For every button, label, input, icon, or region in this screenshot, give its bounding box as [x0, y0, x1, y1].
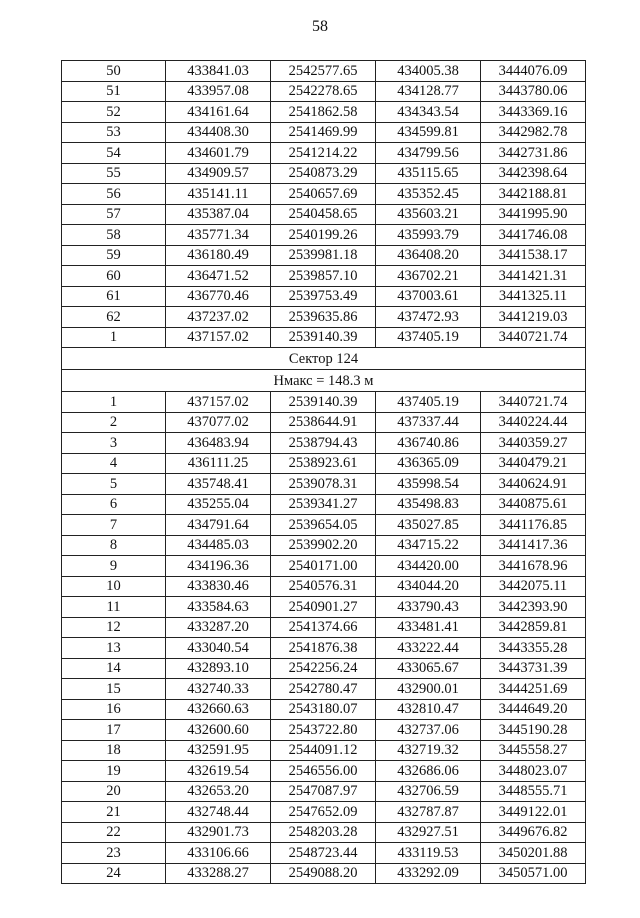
y1-cell: 2547652.09 — [271, 802, 376, 823]
table-row — [62, 576, 586, 597]
point-number-cell: 61 — [62, 286, 166, 307]
y1-cell: 2539654.05 — [271, 515, 376, 536]
table-row — [62, 266, 586, 287]
x2-cell: 434799.56 — [376, 143, 481, 164]
y1-cell: 2547087.97 — [271, 781, 376, 802]
x1-cell: 434196.36 — [166, 556, 271, 577]
x1-cell: 433288.27 — [166, 863, 271, 884]
y2-cell: 3442731.86 — [481, 143, 586, 164]
table-body-bottom — [62, 392, 586, 884]
point-number-cell: 53 — [62, 122, 166, 143]
point-number-cell: 15 — [62, 679, 166, 700]
x1-cell: 434161.64 — [166, 102, 271, 123]
x2-cell: 435998.54 — [376, 474, 481, 495]
max-height-label: Нмакс = 148.3 м — [62, 370, 586, 392]
x1-cell: 433957.08 — [166, 81, 271, 102]
section-header — [62, 348, 586, 392]
x1-cell: 432653.20 — [166, 781, 271, 802]
point-number-cell: 54 — [62, 143, 166, 164]
x1-cell: 437157.02 — [166, 392, 271, 413]
y1-cell: 2540171.00 — [271, 556, 376, 577]
y2-cell: 3441678.96 — [481, 556, 586, 577]
x2-cell: 435603.21 — [376, 204, 481, 225]
y2-cell: 3441219.03 — [481, 307, 586, 328]
y2-cell: 3444649.20 — [481, 699, 586, 720]
y1-cell: 2539635.86 — [271, 307, 376, 328]
y1-cell: 2542780.47 — [271, 679, 376, 700]
x2-cell: 435498.83 — [376, 494, 481, 515]
point-number-cell: 50 — [62, 61, 166, 82]
table-row — [62, 556, 586, 577]
y1-cell: 2543722.80 — [271, 720, 376, 741]
y1-cell: 2541862.58 — [271, 102, 376, 123]
x1-cell: 432660.63 — [166, 699, 271, 720]
section-title: Сектор 124 — [62, 348, 586, 370]
x1-cell: 434601.79 — [166, 143, 271, 164]
x2-cell: 435352.45 — [376, 184, 481, 205]
y2-cell: 3441995.90 — [481, 204, 586, 225]
x1-cell: 432591.95 — [166, 740, 271, 761]
point-number-cell: 21 — [62, 802, 166, 823]
point-number-cell: 22 — [62, 822, 166, 843]
x1-cell: 435387.04 — [166, 204, 271, 225]
y2-cell: 3442188.81 — [481, 184, 586, 205]
y2-cell: 3443369.16 — [481, 102, 586, 123]
y1-cell: 2542256.24 — [271, 658, 376, 679]
point-number-cell: 13 — [62, 638, 166, 659]
y1-cell: 2540458.65 — [271, 204, 376, 225]
point-number-cell: 12 — [62, 617, 166, 638]
x2-cell: 432706.59 — [376, 781, 481, 802]
y2-cell: 3443355.28 — [481, 638, 586, 659]
point-number-cell: 17 — [62, 720, 166, 741]
x1-cell: 432740.33 — [166, 679, 271, 700]
x1-cell: 435141.11 — [166, 184, 271, 205]
x2-cell: 437405.19 — [376, 327, 481, 348]
x2-cell: 435115.65 — [376, 163, 481, 184]
y1-cell: 2540901.27 — [271, 597, 376, 618]
x1-cell: 436483.94 — [166, 433, 271, 454]
table-row — [62, 81, 586, 102]
table-row — [62, 245, 586, 266]
y1-cell: 2544091.12 — [271, 740, 376, 761]
x2-cell: 434715.22 — [376, 535, 481, 556]
x1-cell: 436770.46 — [166, 286, 271, 307]
y2-cell: 3440479.21 — [481, 453, 586, 474]
x2-cell: 432927.51 — [376, 822, 481, 843]
y2-cell: 3450571.00 — [481, 863, 586, 884]
point-number-cell: 9 — [62, 556, 166, 577]
table-row — [62, 617, 586, 638]
x2-cell: 434599.81 — [376, 122, 481, 143]
x1-cell: 433106.66 — [166, 843, 271, 864]
y2-cell: 3448023.07 — [481, 761, 586, 782]
x2-cell: 434343.54 — [376, 102, 481, 123]
point-number-cell: 7 — [62, 515, 166, 536]
table-row — [62, 286, 586, 307]
point-number-cell: 1 — [62, 327, 166, 348]
x1-cell: 437077.02 — [166, 412, 271, 433]
x2-cell: 433222.44 — [376, 638, 481, 659]
y1-cell: 2539902.20 — [271, 535, 376, 556]
point-number-cell: 23 — [62, 843, 166, 864]
x2-cell: 433119.53 — [376, 843, 481, 864]
y2-cell: 3445190.28 — [481, 720, 586, 741]
point-number-cell: 4 — [62, 453, 166, 474]
table-row — [62, 597, 586, 618]
y2-cell: 3442982.78 — [481, 122, 586, 143]
y2-cell: 3440224.44 — [481, 412, 586, 433]
table-row — [62, 658, 586, 679]
table-row — [62, 143, 586, 164]
table-row — [62, 740, 586, 761]
table-row — [62, 412, 586, 433]
x1-cell: 434791.64 — [166, 515, 271, 536]
point-number-cell: 6 — [62, 494, 166, 515]
y1-cell: 2539753.49 — [271, 286, 376, 307]
x2-cell: 436740.86 — [376, 433, 481, 454]
table-row — [62, 474, 586, 495]
x1-cell: 432748.44 — [166, 802, 271, 823]
x1-cell: 432893.10 — [166, 658, 271, 679]
table-row — [62, 843, 586, 864]
table-row — [62, 327, 586, 348]
point-number-cell: 55 — [62, 163, 166, 184]
point-number-cell: 3 — [62, 433, 166, 454]
x1-cell: 436111.25 — [166, 453, 271, 474]
y2-cell: 3441538.17 — [481, 245, 586, 266]
point-number-cell: 18 — [62, 740, 166, 761]
table-row — [62, 781, 586, 802]
y2-cell: 3443731.39 — [481, 658, 586, 679]
table-row — [62, 163, 586, 184]
table-row — [62, 863, 586, 884]
table-row — [62, 392, 586, 413]
point-number-cell: 10 — [62, 576, 166, 597]
table-row — [62, 453, 586, 474]
x1-cell: 435748.41 — [166, 474, 271, 495]
y1-cell: 2539341.27 — [271, 494, 376, 515]
table-row — [62, 761, 586, 782]
x2-cell: 437003.61 — [376, 286, 481, 307]
point-number-cell: 51 — [62, 81, 166, 102]
y2-cell: 3444251.69 — [481, 679, 586, 700]
point-number-cell: 2 — [62, 412, 166, 433]
y2-cell: 3441421.31 — [481, 266, 586, 287]
x2-cell: 436408.20 — [376, 245, 481, 266]
table-row — [62, 515, 586, 536]
y1-cell: 2538644.91 — [271, 412, 376, 433]
table-row — [62, 802, 586, 823]
coordinates-table — [61, 60, 586, 884]
x2-cell: 437337.44 — [376, 412, 481, 433]
x1-cell: 437237.02 — [166, 307, 271, 328]
y1-cell: 2539981.18 — [271, 245, 376, 266]
x2-cell: 434044.20 — [376, 576, 481, 597]
x2-cell: 432900.01 — [376, 679, 481, 700]
x2-cell: 437472.93 — [376, 307, 481, 328]
x1-cell: 432600.60 — [166, 720, 271, 741]
y1-cell: 2542278.65 — [271, 81, 376, 102]
y1-cell: 2541469.99 — [271, 122, 376, 143]
x1-cell: 433287.20 — [166, 617, 271, 638]
y1-cell: 2539140.39 — [271, 392, 376, 413]
table-row — [62, 184, 586, 205]
point-number-cell: 52 — [62, 102, 166, 123]
y2-cell: 3441417.36 — [481, 535, 586, 556]
x1-cell: 432901.73 — [166, 822, 271, 843]
x2-cell: 436365.09 — [376, 453, 481, 474]
table-row — [62, 225, 586, 246]
x1-cell: 435255.04 — [166, 494, 271, 515]
table-body-top — [62, 61, 586, 348]
point-number-cell: 1 — [62, 392, 166, 413]
point-number-cell: 8 — [62, 535, 166, 556]
x2-cell: 436702.21 — [376, 266, 481, 287]
point-number-cell: 60 — [62, 266, 166, 287]
table-row — [62, 679, 586, 700]
x1-cell: 435771.34 — [166, 225, 271, 246]
y1-cell: 2548723.44 — [271, 843, 376, 864]
y2-cell: 3442398.64 — [481, 163, 586, 184]
x2-cell: 432787.87 — [376, 802, 481, 823]
point-number-cell: 5 — [62, 474, 166, 495]
table-row — [62, 535, 586, 556]
y2-cell: 3440721.74 — [481, 392, 586, 413]
y2-cell: 3448555.71 — [481, 781, 586, 802]
x2-cell: 435027.85 — [376, 515, 481, 536]
y1-cell: 2549088.20 — [271, 863, 376, 884]
x2-cell: 433292.09 — [376, 863, 481, 884]
y1-cell: 2538923.61 — [271, 453, 376, 474]
y2-cell: 3441325.11 — [481, 286, 586, 307]
y1-cell: 2540657.69 — [271, 184, 376, 205]
y2-cell: 3442859.81 — [481, 617, 586, 638]
table-row — [62, 720, 586, 741]
x2-cell: 432737.06 — [376, 720, 481, 741]
y1-cell: 2542577.65 — [271, 61, 376, 82]
y1-cell: 2540199.26 — [271, 225, 376, 246]
x2-cell: 432810.47 — [376, 699, 481, 720]
point-number-cell: 24 — [62, 863, 166, 884]
x2-cell: 432686.06 — [376, 761, 481, 782]
table-row — [62, 433, 586, 454]
x1-cell: 432619.54 — [166, 761, 271, 782]
y2-cell: 3440875.61 — [481, 494, 586, 515]
y2-cell: 3440721.74 — [481, 327, 586, 348]
x2-cell: 434420.00 — [376, 556, 481, 577]
x1-cell: 433040.54 — [166, 638, 271, 659]
point-number-cell: 58 — [62, 225, 166, 246]
x2-cell: 432719.32 — [376, 740, 481, 761]
table-row — [62, 204, 586, 225]
table-row — [62, 102, 586, 123]
table-row — [62, 822, 586, 843]
y1-cell: 2548203.28 — [271, 822, 376, 843]
y2-cell: 3443780.06 — [481, 81, 586, 102]
y1-cell: 2546556.00 — [271, 761, 376, 782]
point-number-cell: 16 — [62, 699, 166, 720]
y2-cell: 3441176.85 — [481, 515, 586, 536]
x1-cell: 437157.02 — [166, 327, 271, 348]
point-number-cell: 11 — [62, 597, 166, 618]
table-row — [62, 307, 586, 328]
y2-cell: 3442075.11 — [481, 576, 586, 597]
x2-cell: 437405.19 — [376, 392, 481, 413]
table-row — [62, 638, 586, 659]
x1-cell: 436180.49 — [166, 245, 271, 266]
y1-cell: 2538794.43 — [271, 433, 376, 454]
table-row — [62, 494, 586, 515]
y2-cell: 3440624.91 — [481, 474, 586, 495]
point-number-cell: 20 — [62, 781, 166, 802]
x1-cell: 433841.03 — [166, 61, 271, 82]
y2-cell: 3444076.09 — [481, 61, 586, 82]
x2-cell: 435993.79 — [376, 225, 481, 246]
point-number-cell: 19 — [62, 761, 166, 782]
x1-cell: 434408.30 — [166, 122, 271, 143]
point-number-cell: 59 — [62, 245, 166, 266]
table-row — [62, 122, 586, 143]
y1-cell: 2539078.31 — [271, 474, 376, 495]
y1-cell: 2541214.22 — [271, 143, 376, 164]
page-number: 58 — [312, 18, 328, 35]
section-title-row — [62, 348, 586, 370]
max-height-row — [62, 370, 586, 392]
y1-cell: 2539857.10 — [271, 266, 376, 287]
point-number-cell: 57 — [62, 204, 166, 225]
point-number-cell: 62 — [62, 307, 166, 328]
y1-cell: 2543180.07 — [271, 699, 376, 720]
y1-cell: 2540873.29 — [271, 163, 376, 184]
y2-cell: 3442393.90 — [481, 597, 586, 618]
x1-cell: 434485.03 — [166, 535, 271, 556]
y1-cell: 2541876.38 — [271, 638, 376, 659]
x1-cell: 433584.63 — [166, 597, 271, 618]
y2-cell: 3445558.27 — [481, 740, 586, 761]
table-row — [62, 61, 586, 82]
y1-cell: 2541374.66 — [271, 617, 376, 638]
y2-cell: 3450201.88 — [481, 843, 586, 864]
x1-cell: 436471.52 — [166, 266, 271, 287]
y2-cell: 3440359.27 — [481, 433, 586, 454]
point-number-cell: 14 — [62, 658, 166, 679]
x2-cell: 433790.43 — [376, 597, 481, 618]
x1-cell: 434909.57 — [166, 163, 271, 184]
x2-cell: 434005.38 — [376, 61, 481, 82]
y2-cell: 3449122.01 — [481, 802, 586, 823]
table-row — [62, 699, 586, 720]
y1-cell: 2539140.39 — [271, 327, 376, 348]
y1-cell: 2540576.31 — [271, 576, 376, 597]
x2-cell: 434128.77 — [376, 81, 481, 102]
x2-cell: 433065.67 — [376, 658, 481, 679]
x1-cell: 433830.46 — [166, 576, 271, 597]
x2-cell: 433481.41 — [376, 617, 481, 638]
y2-cell: 3441746.08 — [481, 225, 586, 246]
y2-cell: 3449676.82 — [481, 822, 586, 843]
point-number-cell: 56 — [62, 184, 166, 205]
